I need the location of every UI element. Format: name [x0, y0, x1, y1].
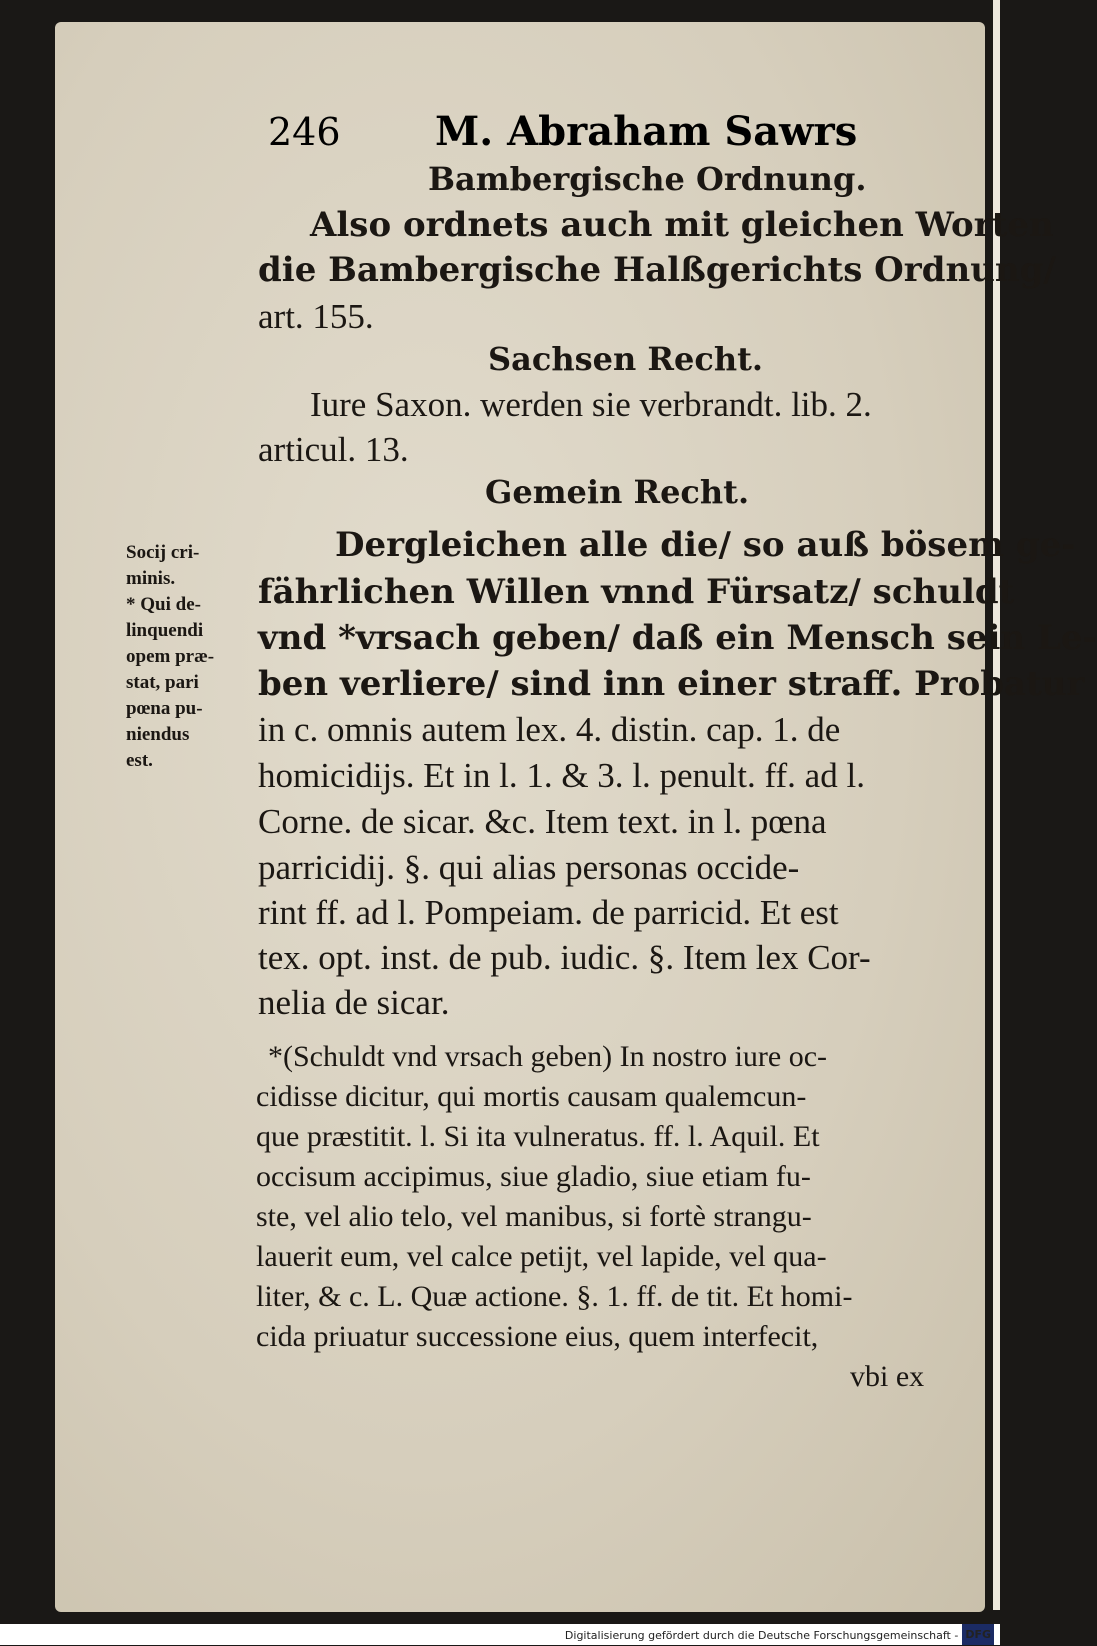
- marginal-line: * Qui de-: [126, 594, 201, 615]
- body-line: ben verliere/ sind inn einer straff. Probatur: [258, 664, 1085, 704]
- body-line: articul. 13.: [258, 430, 409, 469]
- footnote-line: cidisse dicitur, qui mortis causam qualemcun-: [256, 1080, 807, 1113]
- body-line: nelia de sicar.: [258, 983, 450, 1022]
- body-line: rint ff. ad l. Pompeiam. de parricid. Et est: [258, 893, 839, 932]
- section-heading: Bambergische Ordnung.: [428, 160, 867, 198]
- marginal-note: [126, 540, 261, 774]
- marginal-line: niendus: [126, 724, 190, 745]
- marginal-line: opem præ-: [126, 646, 215, 667]
- marginal-line: est.: [126, 750, 153, 771]
- marginal-line: pœna pu-: [126, 698, 203, 719]
- body-line: tex. opt. inst. de pub. iudic. §. Item lex Cor-: [258, 938, 871, 977]
- footer-credit: Digitalisierung gefördert durch die Deutsche Forschungsgemeinschaft -: [564, 1629, 959, 1642]
- section-heading: Gemein Recht.: [485, 473, 750, 511]
- body-line: Also ordnets auch mit gleichen Worten: [310, 205, 1054, 245]
- body-line: fährlichen Willen vnnd Fürsatz/ schuldt: [258, 572, 1015, 612]
- body-line: Dergleichen alle die/ so auß bösem ge-: [335, 525, 1076, 565]
- body-line: in c. omnis autem lex. 4. distin. cap. 1. de: [258, 710, 841, 749]
- footer-bar: [0, 1624, 1000, 1645]
- footnote-line: lauerit eum, vel calce petijt, vel lapide, vel qua-: [256, 1240, 827, 1273]
- footnote-line: ste, vel alio telo, vel manibus, si fortè strangu-: [256, 1200, 812, 1233]
- body-line: homicidijs. Et in l. 1. & 3. l. penult. ff. ad l.: [258, 756, 865, 795]
- body-line: die Bambergische Halßgerichts Ordnung/: [258, 250, 1056, 290]
- footnote-line: que præstitit. l. Si ita vulneratus. ff. l. Aquil. Et: [256, 1120, 820, 1153]
- section-heading: Sachsen Recht.: [488, 340, 763, 378]
- footnote-line: liter, & c. L. Quæ actione. §. 1. ff. de tit. Et homi-: [256, 1280, 853, 1313]
- body-line: Corne. de sicar. &c. Item text. in l. pœna: [258, 802, 827, 841]
- body-line: parricidij. §. qui alias personas occide-: [258, 848, 800, 887]
- footnote-line: cida priuatur successione eius, quem interfecit,: [256, 1320, 819, 1353]
- marginal-line: Socij cri-: [126, 542, 200, 563]
- marginal-line: stat, pari: [126, 672, 199, 693]
- catchword: vbi ex: [850, 1360, 925, 1393]
- body-line: art. 155.: [258, 297, 374, 336]
- marginal-line: linquendi: [126, 620, 204, 641]
- body-line: vnd *vrsach geben/ daß ein Mensch sein Le-: [258, 618, 1097, 658]
- running-title: M. Abraham Sawrs: [435, 108, 858, 155]
- footnote-line: *(Schuldt vnd vrsach geben) In nostro iure oc-: [268, 1040, 828, 1073]
- dfg-logo: DFG: [962, 1624, 994, 1645]
- body-line: Iure Saxon. werden sie verbrandt. lib. 2.: [310, 385, 872, 424]
- footnote-line: occisum accipimus, siue gladio, siue etiam fu-: [256, 1160, 811, 1193]
- page-number: 246: [268, 110, 341, 154]
- marginal-line: minis.: [126, 568, 176, 589]
